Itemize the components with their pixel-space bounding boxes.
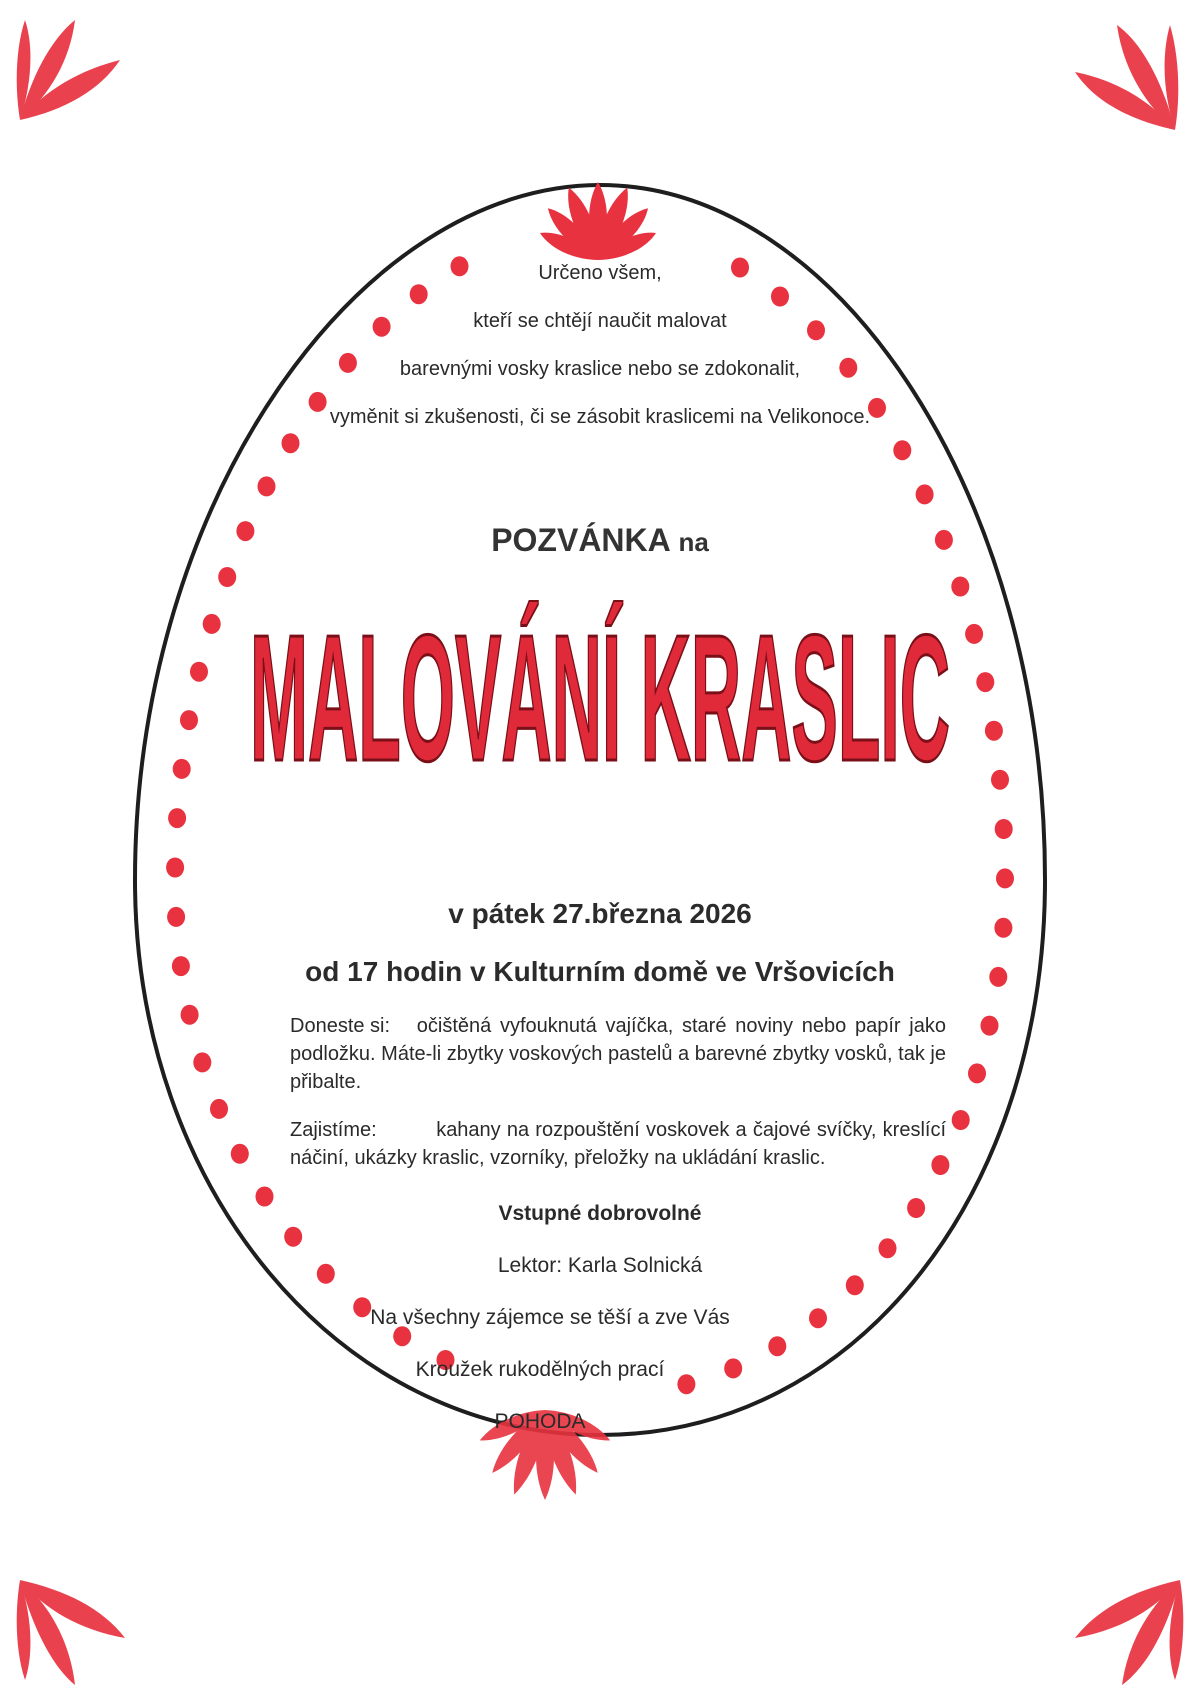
red-dot: [989, 967, 1007, 987]
red-dot: [231, 1144, 249, 1164]
red-dot: [996, 868, 1014, 888]
red-dot: [916, 484, 934, 504]
red-dot: [172, 956, 190, 976]
red-dot: [951, 577, 969, 597]
intro-line-1: Určeno všem,: [538, 262, 662, 284]
club-line: Kroužek rukodělných prací: [415, 1358, 665, 1381]
provide-paragraph: [290, 1116, 946, 1172]
red-dot: [768, 1336, 786, 1356]
event-title: [0, 600, 1200, 830]
red-dot: [846, 1275, 864, 1295]
red-dot: [258, 476, 276, 496]
bring-label: Doneste si:: [290, 1015, 391, 1037]
red-dot: [935, 530, 953, 550]
red-dot: [968, 1063, 986, 1083]
bring-text: očištěná vyfouknutá vajíčka, staré noviny nebo papír jako podložku. Máte-li zbytky voskových pastelů a barevné zbytky vosků, tak je přibalte.: [290, 1015, 946, 1093]
red-dot: [210, 1099, 228, 1119]
red-flower-top: [537, 182, 659, 267]
corner-petals-icon: [17, 1580, 125, 1685]
red-dot: [282, 433, 300, 453]
red-dot: [907, 1198, 925, 1218]
red-dot: [981, 1016, 999, 1036]
red-dot: [893, 440, 911, 460]
red-dot: [236, 521, 254, 541]
invitation-word: POZVÁNKA: [491, 522, 670, 558]
red-dot: [256, 1187, 274, 1207]
bring-paragraph: [290, 1012, 946, 1096]
club-name: POHODA: [494, 1410, 586, 1433]
red-dot: [181, 1005, 199, 1025]
corner-petals-icon: [1075, 1580, 1183, 1685]
intro-line-3: barevnými vosky kraslice nebo se zdokonalit,: [399, 358, 801, 380]
corner-petals-icon: [17, 20, 120, 120]
closing-line: Na všechny zájemce se těší a zve Vás: [370, 1306, 730, 1329]
red-dot: [994, 918, 1012, 938]
invitation-heading: [300, 522, 900, 559]
red-dot: [952, 1110, 970, 1130]
provide-text: kahany na rozpouštění voskovek a čajové svíčky, kreslící náčiní, ukázky kraslic, vzorníky, přeložky na ukládání kraslic.: [290, 1119, 946, 1169]
entry-fee: Vstupné dobrovolné: [498, 1202, 702, 1225]
red-dot: [317, 1264, 335, 1284]
intro-line-4: vyměnit si zkušenosti, či se zásobit kraslicemi na Velikonoce.: [329, 406, 871, 428]
red-dot: [879, 1238, 897, 1258]
corner-petals-icon: [1075, 25, 1178, 130]
provide-label: Zajistíme:: [290, 1119, 377, 1141]
intro-line-2: kteří se chtějí naučit malovat: [473, 310, 727, 332]
invitation-suffix: na: [678, 527, 709, 557]
red-dot: [218, 567, 236, 587]
red-dot: [771, 287, 789, 307]
event-date: v pátek 27.března 2026: [448, 898, 752, 929]
red-dot: [166, 858, 184, 878]
event-place: od 17 hodin v Kulturním domě ve Vršovicích: [305, 956, 895, 987]
event-title-text: MALOVÁNÍ KRASLIC: [250, 600, 950, 800]
red-dot: [167, 907, 185, 927]
lector: Lektor: Karla Solnická: [497, 1254, 703, 1277]
red-dot: [410, 284, 428, 304]
red-dot: [193, 1052, 211, 1072]
red-dot: [284, 1227, 302, 1247]
